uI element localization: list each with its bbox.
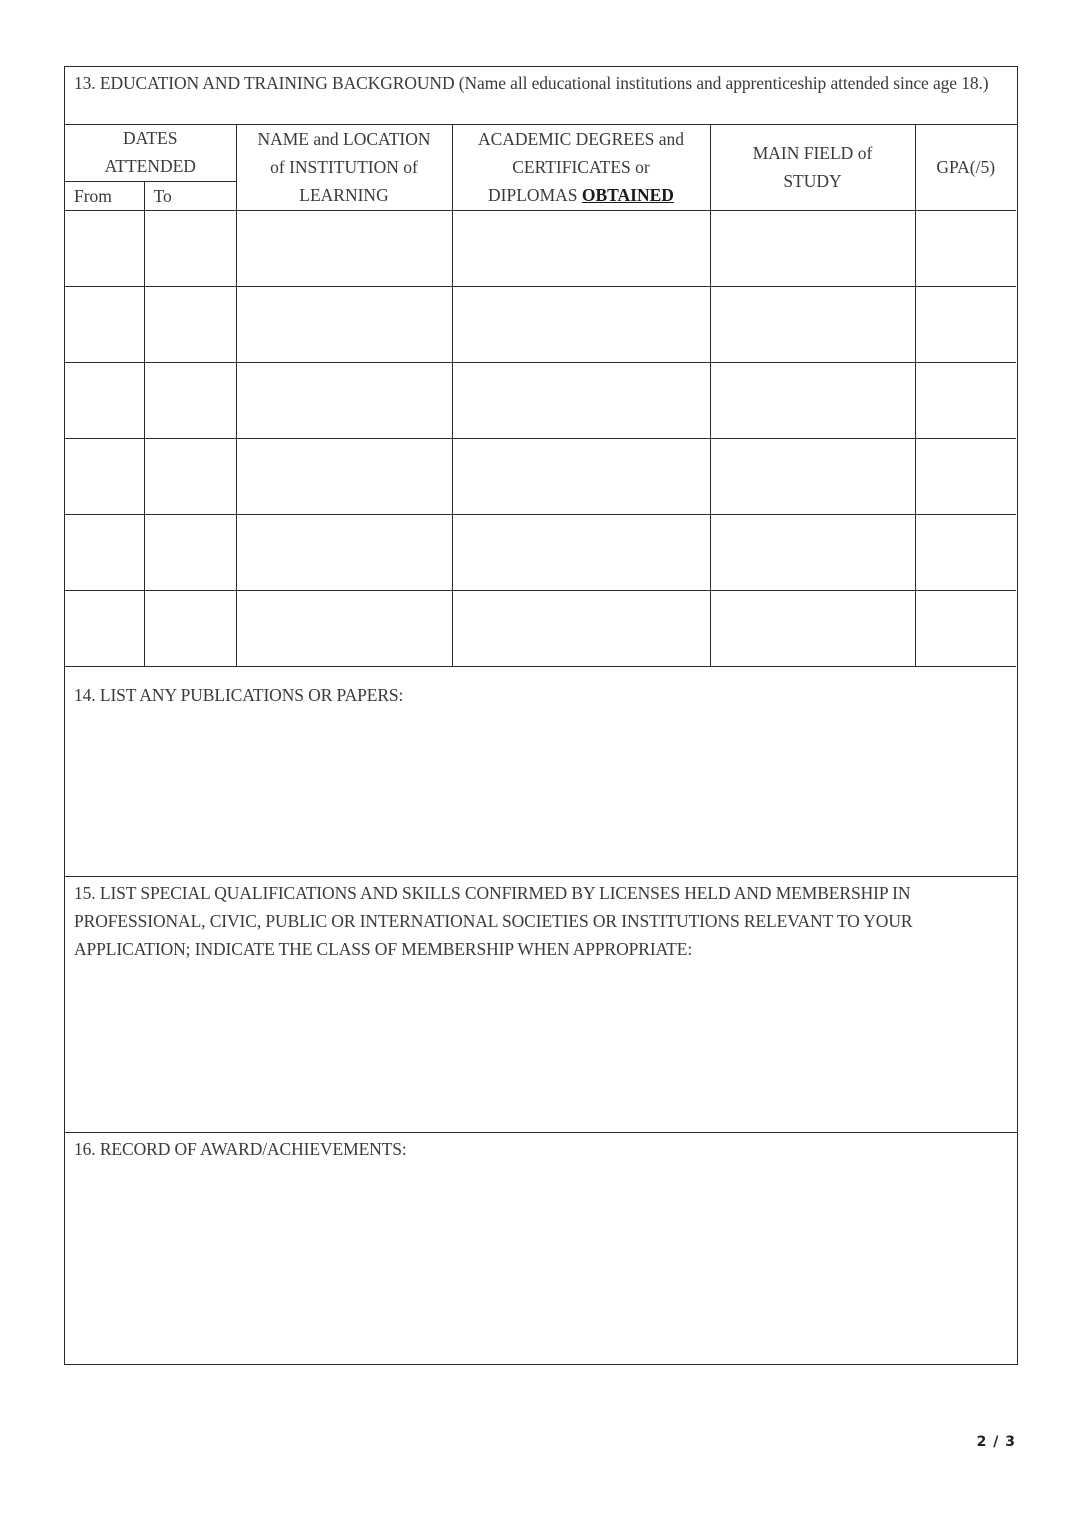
from-header: From	[65, 181, 144, 210]
gpa-header: GPA(/5)	[915, 124, 1016, 210]
from-cell[interactable]	[65, 362, 144, 438]
gpa-cell[interactable]	[915, 590, 1016, 666]
field-cell[interactable]	[710, 514, 915, 590]
from-cell[interactable]	[65, 210, 144, 286]
education-row	[65, 362, 1016, 438]
institution-cell[interactable]	[236, 286, 452, 362]
field-cell[interactable]	[710, 362, 915, 438]
publications-section[interactable]	[65, 679, 1017, 877]
field-cell[interactable]	[710, 438, 915, 514]
main-field-header: MAIN FIELD of STUDY	[710, 124, 915, 210]
education-row	[65, 514, 1016, 590]
dates-attended-header: DATES ATTENDED	[65, 124, 236, 181]
from-cell[interactable]	[65, 438, 144, 514]
gpa-cell[interactable]	[915, 514, 1016, 590]
from-cell[interactable]	[65, 514, 144, 590]
obtained-emphasis: OBTAINED	[581, 184, 674, 205]
education-row	[65, 286, 1016, 362]
field-cell[interactable]	[710, 590, 915, 666]
institution-cell[interactable]	[236, 362, 452, 438]
to-cell[interactable]	[144, 362, 236, 438]
degrees-header-text: ACADEMIC DEGREES and CERTIFICATES or DIPLOMAS	[477, 128, 685, 205]
to-header: To	[144, 181, 236, 210]
degree-cell[interactable]	[452, 362, 710, 438]
education-row	[65, 438, 1016, 514]
education-section-header	[65, 67, 1017, 125]
institution-cell[interactable]	[236, 590, 452, 666]
institution-cell[interactable]	[236, 438, 452, 514]
institution-header: NAME and LOCATION of INSTITUTION of LEARNING	[236, 124, 452, 210]
to-cell[interactable]	[144, 590, 236, 666]
education-row	[65, 590, 1016, 666]
publications-section-title: 14. LIST ANY PUBLICATIONS OR PAPERS:	[74, 685, 404, 705]
from-cell[interactable]	[65, 286, 144, 362]
degree-cell[interactable]	[452, 286, 710, 362]
degree-cell[interactable]	[452, 210, 710, 286]
degrees-header	[452, 124, 710, 210]
institution-cell[interactable]	[236, 210, 452, 286]
awards-section-title: 16. RECORD OF AWARD/ACHIEVEMENTS:	[74, 1139, 407, 1159]
degree-cell[interactable]	[452, 438, 710, 514]
field-cell[interactable]	[710, 210, 915, 286]
degree-cell[interactable]	[452, 514, 710, 590]
to-cell[interactable]	[144, 438, 236, 514]
gpa-cell[interactable]	[915, 286, 1016, 362]
to-cell[interactable]	[144, 514, 236, 590]
to-cell[interactable]	[144, 210, 236, 286]
awards-section[interactable]	[65, 1133, 1017, 1363]
field-cell[interactable]	[710, 286, 915, 362]
degree-cell[interactable]	[452, 590, 710, 666]
qualifications-section-title: 15. LIST SPECIAL QUALIFICATIONS AND SKILLS CONFIRMED BY LICENSES HELD AND MEMBERSHIP IN PROFESSIONAL, CIVIC, PUBLIC OR INTERNATIONAL SOCIETIES OR INSTITUTIONS RELEVANT TO YOUR APPLICATION; INDICATE THE CLASS OF MEMBERSHIP WHEN APPROPRIATE:	[74, 883, 913, 959]
application-form-page	[64, 66, 1018, 1365]
gpa-cell[interactable]	[915, 438, 1016, 514]
gpa-cell[interactable]	[915, 210, 1016, 286]
from-cell[interactable]	[65, 590, 144, 666]
page-number: 2 / 3	[976, 1434, 1016, 1450]
education-table	[65, 124, 1016, 667]
to-cell[interactable]	[144, 286, 236, 362]
education-row	[65, 210, 1016, 286]
gpa-cell[interactable]	[915, 362, 1016, 438]
qualifications-section[interactable]	[65, 877, 1017, 1133]
education-section-title: 13. EDUCATION AND TRAINING BACKGROUND (Name all educational institutions and apprenticeship attended since age 18.)	[74, 73, 989, 93]
institution-cell[interactable]	[236, 514, 452, 590]
